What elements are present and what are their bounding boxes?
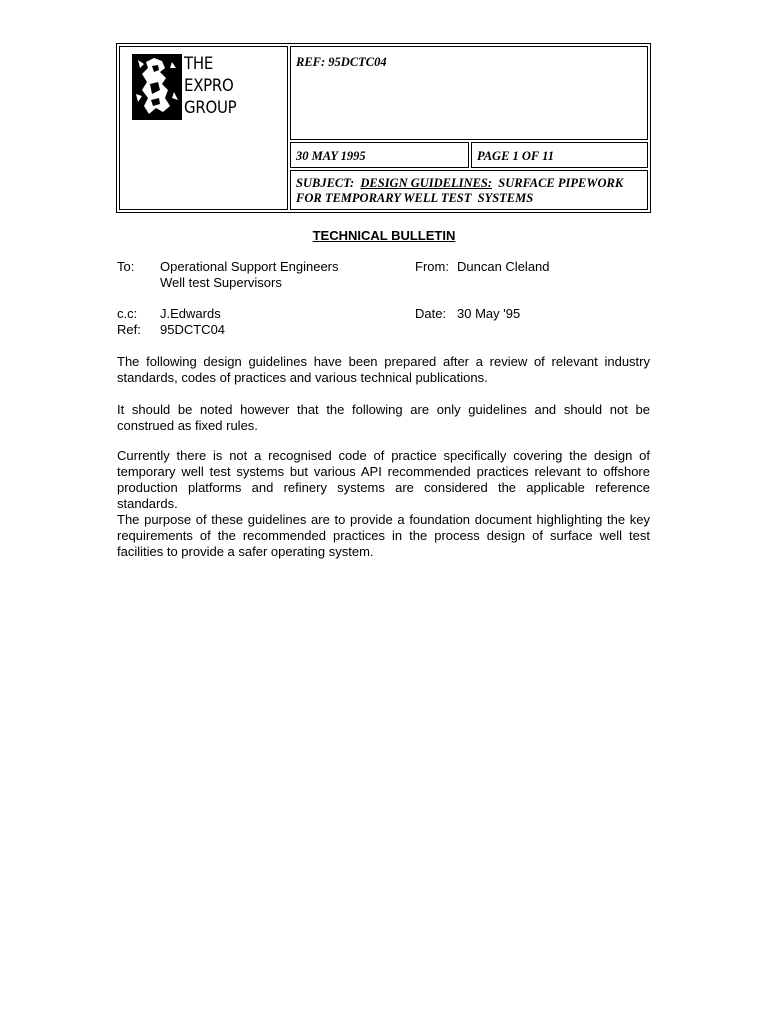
page-title: TECHNICAL BULLETIN: [312, 228, 456, 243]
from-label: From:: [415, 259, 449, 274]
to-label: To:: [117, 259, 135, 274]
paragraph: Currently there is not a recognised code of practice specifically covering the design of temporary well test systems but various API recommended practices relevant to offshore production platforms and refinery systems are considered the applicable reference standards.: [117, 448, 650, 511]
page-cell: [471, 142, 648, 168]
subject-line-2: FOR TEMPORARY WELL TEST SYSTEMS: [296, 191, 534, 205]
paragraph: The purpose of these guidelines are to provide a foundation document highlighting the key requirements of the recommended practices in the process design of surface well test facilities to provide a safer operating system.: [117, 512, 650, 559]
ref-label: Ref:: [117, 322, 141, 337]
date-cell: [290, 142, 469, 168]
ref-cell: [290, 46, 648, 140]
logo-cell: [119, 46, 288, 210]
date-label: Date:: [415, 306, 447, 321]
subject-cell: [290, 170, 648, 210]
cc-label: c.c:: [117, 306, 138, 321]
subject-line-1: SUBJECT: DESIGN GUIDELINES: SURFACE PIPEWORK: [296, 176, 624, 190]
lion-logo-icon: [132, 54, 182, 120]
date-value: 30 May '95: [457, 306, 521, 321]
document-ref: REF: 95DCTC04: [296, 55, 387, 69]
ref-value: 95DCTC04: [160, 322, 226, 337]
cc-value: J.Edwards: [160, 306, 221, 321]
document-date: 30 MAY 1995: [296, 149, 366, 163]
page-number: PAGE 1 OF 11: [477, 149, 554, 163]
subject-underlined: DESIGN GUIDELINES:: [360, 176, 492, 190]
paragraph: It should be noted however that the following are only guidelines and should not be construed as fixed rules.: [117, 402, 650, 433]
company-logo-text: THE EXPRO GROUP: [184, 54, 237, 118]
to-line-1: Operational Support Engineers: [160, 259, 339, 274]
from-value: Duncan Cleland: [457, 259, 550, 274]
header-table: [116, 43, 651, 213]
to-line-2: Well test Supervisors: [160, 275, 282, 290]
paragraph: The following design guidelines have been prepared after a review of relevant industry standards, codes of practices and various technical publications.: [117, 354, 650, 385]
